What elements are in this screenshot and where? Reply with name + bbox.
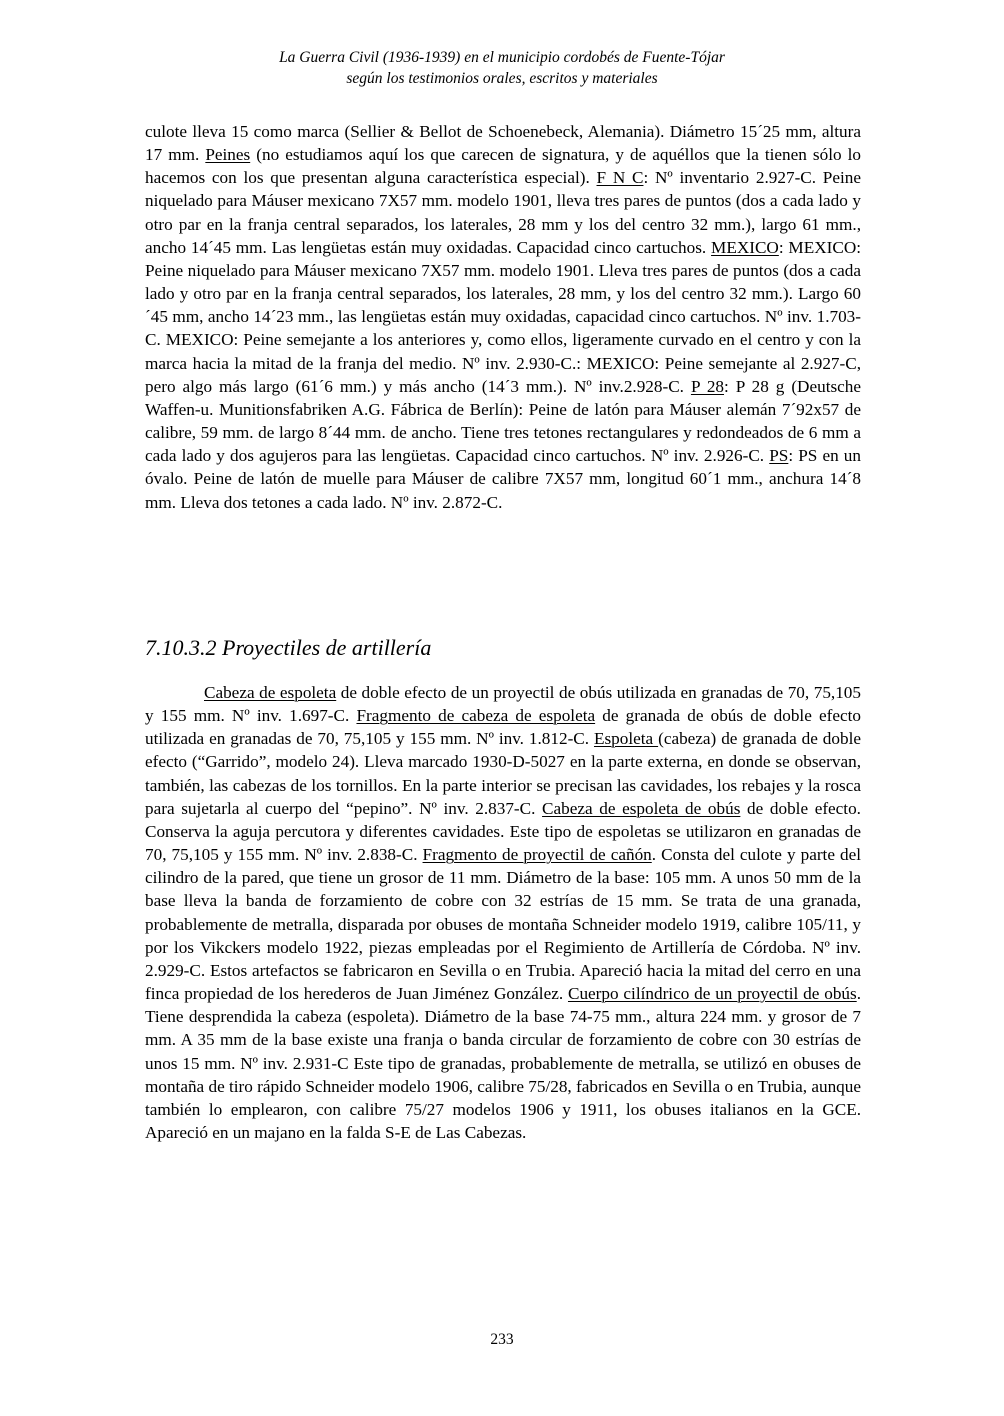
section-heading: 7.10.3.2 Proyectiles de artillería xyxy=(145,635,432,660)
text-run: culote lleva 15 como marca (Sellier & Bellot de Schoenebeck, Alemania). Diámetro 15´25 mm, altura 17 mm. xyxy=(145,122,861,165)
text-run: . Tiene desprendida la cabeza (espoleta). Diámetro de la base 74-75 mm., altura 224 mm. y grosor de 7 mm. A 35 mm de la base existe una franja o banda circular de forzamiento de cobre con 30 estrías de unos 15 mm. Nº inv. 2.931-C Este tipo de granadas, probablemente de metralla, se utilizó en obuses de montaña de tiro rápido Schneider modelo 1906, calibre 75/28, fabricados en Sevilla o en Trubia, aunque también lo emplearon, con calibre 75/27 modelos 1906 y 1911, los obuses italianos en la GCE. Apareció en un majano en la falda S-E de Las Cabezas. xyxy=(145,984,861,1142)
underlined-term-cabeza-de-espoleta: Cabeza de espoleta xyxy=(204,683,337,702)
paragraph-proyectiles xyxy=(145,681,861,1144)
underlined-term-mexico: MEXICO xyxy=(711,237,779,257)
underlined-term-p28: P 28 xyxy=(690,376,725,396)
header-line-1: La Guerra Civil (1936-1939) en el municipio cordobés de Fuente-Tójar xyxy=(279,49,725,66)
paragraph-peines xyxy=(145,120,861,514)
text-run: de granada de obús de doble efecto utilizada en granadas de 70, 75,105 y 155 mm. Nº inv. 1.812-C. xyxy=(145,706,861,749)
text-run: : Nº inventario 2.927-C. Peine niquelado para Máuser mexicano 7X57 mm. modelo 1901, lleva tres pares de puntos (dos a cada lado y otro par en la franja central separados, los laterales, 28 mm y los del centro 32 mm.), largo 61 mm., ancho 14´45 mm. Las lengüetas están muy oxidadas. Capacidad cinco cartuchos. xyxy=(145,168,861,257)
running-header xyxy=(0,47,1004,89)
page-number: 233 xyxy=(490,1331,514,1348)
text-run: (no estudiamos aquí los que carecen de signatura, y de aquéllos que la tienen sólo lo hacemos con los que presentan alguna característica especial). xyxy=(145,145,861,188)
underlined-term-ps: PS xyxy=(769,446,789,466)
text-run: (cabeza) de granada de doble efecto (“Garrido”, modelo 24). Lleva marcado 1930-D-5027 en la parte externa, en donde se observan, también, las cabezas de los tornillos. En la parte interior se precisan las cavidades, los rebajes y la rosca para sujetarla al cuerpo del “pepino”. Nº inv. 2.837-C. xyxy=(145,729,861,818)
text-run: . Consta del culote y parte del cilindro de la pared, que tiene un grosor de 11 mm. Diámetro de la base: 105 mm. A unos 50 mm de la base lleva la banda de forzamiento de cobre con 32 estrías de 15 mm. Se trata de una granada, probablemente de metralla, disparada por obuses de montaña Schneider modelo 1919, calibre 105/11, y por los Vikckers modelo 1922, piezas empleadas por el Regimiento de Artillería de Córdoba. Nº inv. 2.929-C. Estos artefactos se fabricaron en Sevilla o en Trubia. Apareció hacia la mitad del cerro en una finca propiedad de los herederos de Juan Jiménez González. xyxy=(145,845,861,1004)
text-run: : PS en un óvalo. Peine de latón de muelle para Máuser de calibre 7X57 mm, longitud 60´1 mm., anchura 14´8 mm. Lleva dos tetones a cada lado. Nº inv. 2.872-C. xyxy=(145,446,861,512)
underlined-term-cuerpo-cilindrico: Cuerpo cilíndrico de un proyectil de obús xyxy=(567,984,857,1004)
header-line-2: según los testimonios orales, escritos y materiales xyxy=(346,70,658,87)
text-run: de doble efecto de un proyectil de obús utilizada en granadas de 70, 75,105 y 155 mm. Nº inv. 1.697-C. xyxy=(145,683,861,726)
underlined-term-peines: Peines xyxy=(205,145,251,165)
underlined-term-fnc: F N C xyxy=(596,168,644,188)
text-run: : MEXICO: Peine niquelado para Máuser mexicano 7X57 mm. modelo 1901. Lleva tres pares de puntos (dos a cada lado y otro par en la franja central separados, los laterales, 28 mm, y los del centro 32 mm.). Largo 60´45 mm, ancho 14´23 mm., las lengüetas están muy oxidadas, capacidad cinco cartuchos. Nº inv. 1.703-C. MEXICO: Peine semejante a los anteriores y, como ellos, ligeramente curvado en el centro y con la marca hacia la mitad de la franja del medio. Nº inv. 2.930-C.: MEXICO: Peine semejante al 2.927-C, pero algo más largo (61´6 mm.) y más ancho (14´3 mm.). Nº inv.2.928-C. xyxy=(145,237,862,396)
underlined-term-fragmento-cabeza-espoleta: Fragmento de cabeza de espoleta xyxy=(356,706,596,726)
text-run: : P 28 g (Deutsche Waffen-u. Munitionsfabriken A.G. Fábrica de Berlín): Peine de latón para Máuser alemán 7´92x57 de calibre, 59 mm. de largo 8´44 mm. de ancho. Tiene tres tetones rectangulares y redondeados de 6 mm a cada lado y dos agujeros para las lengüetas. Capacidad cinco cartuchos. Nº inv. 2.926-C. xyxy=(145,376,862,466)
text-run: de doble efecto. Conserva la aguja percutora y diferentes cavidades. Este tipo de espoletas se utilizaron en granadas de 70, 75,105 y 155 mm. Nº inv. 2.838-C. xyxy=(145,798,861,865)
underlined-term-espoleta: Espoleta xyxy=(593,729,659,749)
underlined-term-cabeza-espoleta-obus: Cabeza de espoleta de obús xyxy=(542,798,741,818)
underlined-term-fragmento-proyectil-canon: Fragmento de proyectil de cañón xyxy=(422,845,652,865)
